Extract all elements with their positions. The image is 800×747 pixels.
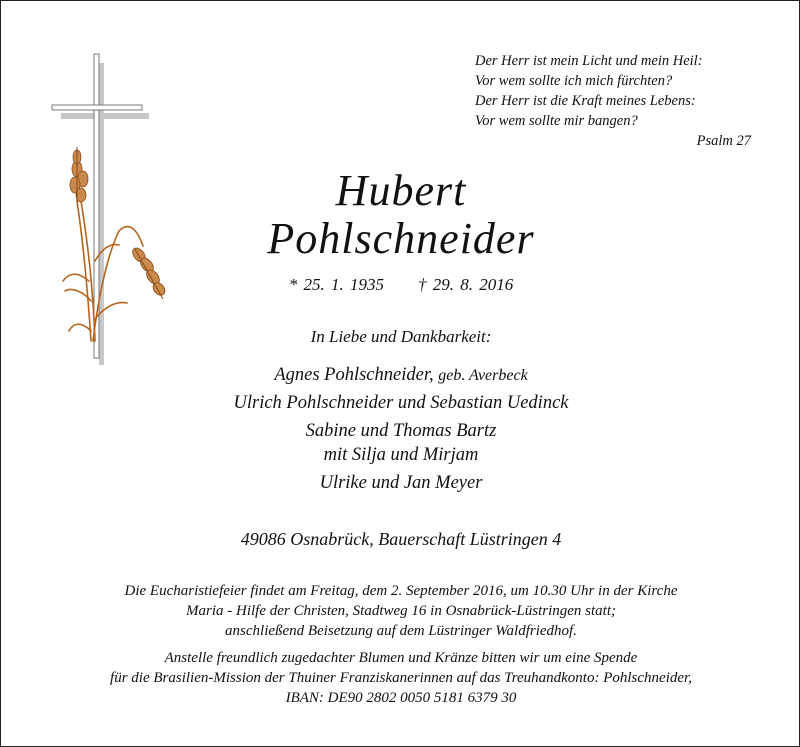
psalm-line: Vor wem sollte ich mich fürchten? — [475, 73, 673, 89]
donation-info — [1, 648, 800, 708]
psalm-quote — [475, 51, 751, 151]
donation-line: IBAN: DE90 2802 0050 5181 6379 30 — [285, 690, 517, 706]
deceased-first-name: Hubert — [335, 166, 467, 215]
birth-date: * 25. 1. 1935 — [288, 275, 384, 294]
psalm-line: Der Herr ist mein Licht und mein Heil: — [475, 53, 703, 69]
mourner-line: Ulrike und Jan Meyer — [319, 473, 483, 493]
maiden-name: geb. Averbeck — [438, 367, 528, 384]
donation-line: Anstelle freundlich zugedachter Blumen und Kränze bitten wir um eine Spende — [164, 650, 638, 666]
mourner-name: Agnes Pohlschneider, — [274, 365, 434, 385]
mourner-line: Sabine und Thomas Bartz — [305, 421, 497, 441]
deceased-last-name: Pohlschneider — [267, 214, 535, 263]
donation-line: für die Brasilien-Mission der Thuiner Franziskanerinnen auf das Treuhandkonto: Pohlschneider, — [110, 670, 692, 686]
mourner-line: mit Silja und Mirjam — [323, 445, 479, 465]
mourners-intro: In Liebe und Dankbarkeit: — [310, 327, 492, 346]
psalm-reference: Psalm 27 — [696, 133, 751, 149]
service-line: anschließend Beisetzung auf dem Lüstringer Waldfriedhof. — [225, 623, 577, 639]
life-dates — [1, 275, 800, 295]
psalm-line: Der Herr ist die Kraft meines Lebens: — [475, 93, 696, 109]
mourner-line — [1, 365, 800, 386]
service-line: Maria - Hilfe der Christen, Stadtweg 16 in Osnabrück-Lüstringen statt; — [186, 603, 616, 619]
psalm-line: Vor wem sollte mir bangen? — [475, 113, 638, 129]
family-address: 49086 Osnabrück, Bauerschaft Lüstringen 4 — [240, 529, 562, 549]
mourner-line: Ulrich Pohlschneider und Sebastian Uedinck — [233, 393, 569, 413]
service-info — [1, 581, 800, 641]
death-date: † 29. 8. 2016 — [418, 275, 514, 294]
service-line: Die Eucharistiefeier findet am Freitag, dem 2. September 2016, um 10.30 Uhr in der Kirche — [124, 583, 678, 599]
